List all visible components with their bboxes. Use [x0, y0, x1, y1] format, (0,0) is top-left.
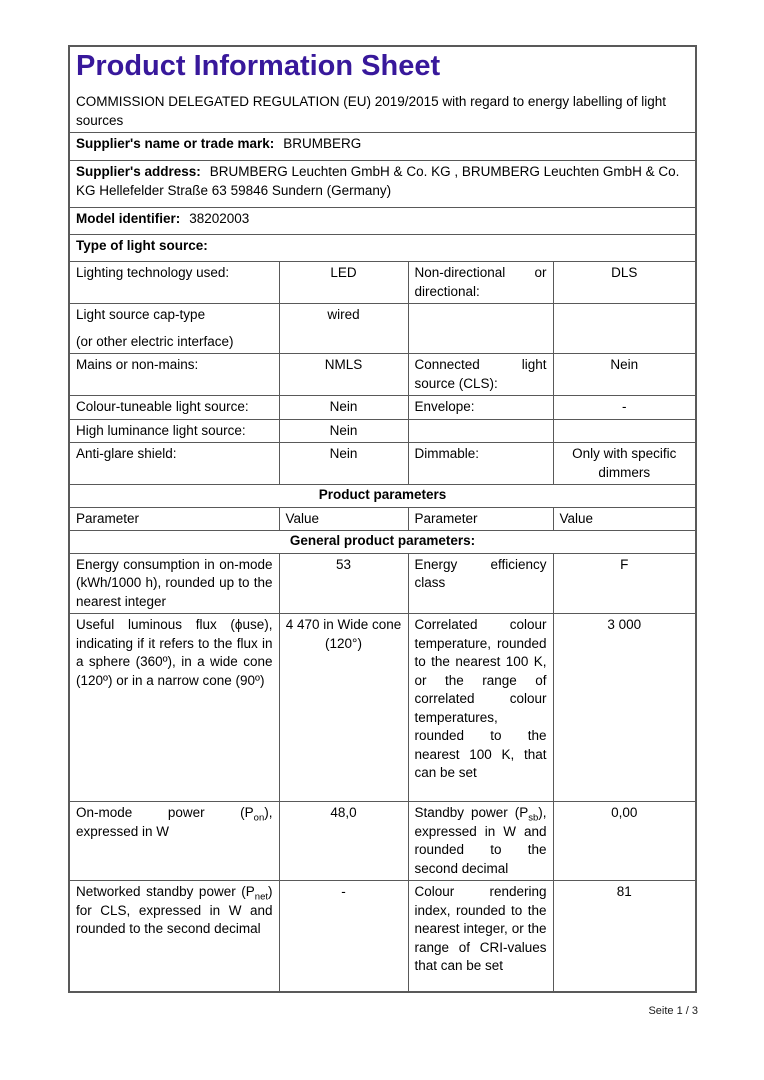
param-line-1: Light source cap-type [76, 307, 206, 322]
param-text: ) for CLS, expressed in W and rounded to the second decimal [76, 884, 273, 936]
model-identifier-cell [69, 208, 696, 235]
table-row [69, 262, 696, 304]
param-subscript: on [253, 812, 265, 824]
regulation-subtitle: COMMISSION DELEGATED REGULATION (EU) 2019/2015 with regard to energy labelling of light sources [76, 94, 666, 128]
column-header: Parameter [408, 507, 553, 531]
param-subscript: sb [528, 812, 539, 824]
param-subscript: net [254, 891, 268, 903]
column-header: Value [553, 507, 696, 531]
param-line-2: (or other electric interface) [76, 333, 234, 349]
param-text: Networked standby power (P [76, 884, 255, 899]
column-header: Parameter [69, 507, 279, 531]
table-row [69, 443, 696, 485]
model-identifier-label: Model identifier: [76, 211, 181, 226]
column-header-row [69, 507, 696, 531]
model-identifier-value: 38202003 [189, 211, 250, 226]
value-cell: 0,00 [553, 802, 696, 881]
model-identifier-row [69, 208, 696, 235]
param-cell: Colour-tuneable light source: [69, 396, 279, 420]
supplier-address-label: Supplier's address: [76, 164, 201, 179]
value-cell: Nein [279, 419, 408, 443]
param-cell [408, 304, 553, 354]
product-parameters-header: Product parameters [69, 485, 696, 508]
title-cell [69, 46, 696, 133]
value-cell: Nein [279, 443, 408, 485]
param-cell: Non-directional or directional: [408, 262, 553, 304]
product-parameters-header-row [69, 485, 696, 508]
param-cell: Anti-glare shield: [69, 443, 279, 485]
param-cell [69, 802, 279, 881]
table-row [69, 396, 696, 420]
value-cell [553, 304, 696, 354]
param-cell: Colour rendering index, rounded to the nearest integer, or the range of CRI-values that can be set [408, 881, 553, 992]
value-cell: Nein [279, 396, 408, 420]
supplier-name-cell [69, 133, 696, 161]
value-cell: F [553, 553, 696, 614]
param-cell: High luminance light source: [69, 419, 279, 443]
param-cell: Energy consumption in on-mode (kWh/1000 h), rounded up to the nearest integer [69, 553, 279, 614]
page-number-footer: Seite 1 / 3 [648, 1005, 698, 1017]
param-cell: Useful luminous flux (ϕuse), indicating if it refers to the flux in a sphere (360º), in a wide cone (120º) or in a narrow cone (90º) [69, 614, 279, 802]
param-cell: Energy efficiency class [408, 553, 553, 614]
value-cell: Nein [553, 354, 696, 396]
value-cell: 53 [279, 553, 408, 614]
param-text: Standby power (P [414, 805, 529, 820]
param-cell: Envelope: [408, 396, 553, 420]
value-cell: LED [279, 262, 408, 304]
supplier-address-cell [69, 161, 696, 208]
param-text: ), expressed in W [76, 805, 273, 839]
page-title: Product Information Sheet [76, 50, 441, 82]
param-cell [69, 304, 279, 354]
table-row [69, 802, 696, 881]
value-cell: NMLS [279, 354, 408, 396]
title-row [69, 46, 696, 133]
param-cell: Dimmable: [408, 443, 553, 485]
param-cell: Mains or non-mains: [69, 354, 279, 396]
general-parameters-header-row [69, 531, 696, 554]
table-row [69, 419, 696, 443]
type-section-header-row [69, 235, 696, 262]
value-cell: 3 000 [553, 614, 696, 802]
supplier-address-row [69, 161, 696, 208]
product-info-table [68, 45, 697, 993]
table-row [69, 881, 696, 992]
value-cell: DLS [553, 262, 696, 304]
param-text: ), expressed in W and rounded to the second decimal [414, 805, 547, 876]
value-cell: 48,0 [279, 802, 408, 881]
table-row [69, 614, 696, 802]
value-cell [553, 419, 696, 443]
param-cell [69, 881, 279, 992]
param-cell: Connected light source (CLS): [408, 354, 553, 396]
supplier-name-value: BRUMBERG [283, 136, 362, 151]
value-cell: - [279, 881, 408, 992]
value-cell: Only with specific dimmers [553, 443, 696, 485]
table-row [69, 354, 696, 396]
type-section-header: Type of light source: [69, 235, 696, 262]
column-header: Value [279, 507, 408, 531]
param-cell [408, 802, 553, 881]
param-cell: Correlated colour temperature, rounded to the nearest 100 K, or the range of correlated colour temperatures, rounded to the nearest 100 K, that can be set [408, 614, 553, 802]
supplier-name-row [69, 133, 696, 161]
param-cell [408, 419, 553, 443]
value-cell: 81 [553, 881, 696, 992]
supplier-address-value: BRUMBERG Leuchten GmbH & Co. KG , BRUMBERG Leuchten GmbH & Co. KG Hellefelder Straße 63 59846 Sundern (Germany) [76, 164, 680, 198]
param-cell: Lighting technology used: [69, 262, 279, 304]
supplier-name-label: Supplier's name or trade mark: [76, 136, 275, 151]
value-cell: wired [279, 304, 408, 354]
value-cell: 4 470 in Wide cone (120°) [279, 614, 408, 802]
table-row [69, 553, 696, 614]
value-cell: - [553, 396, 696, 420]
table-row [69, 304, 696, 354]
param-text: On-mode power (P [76, 805, 254, 820]
general-parameters-header: General product parameters: [69, 531, 696, 554]
